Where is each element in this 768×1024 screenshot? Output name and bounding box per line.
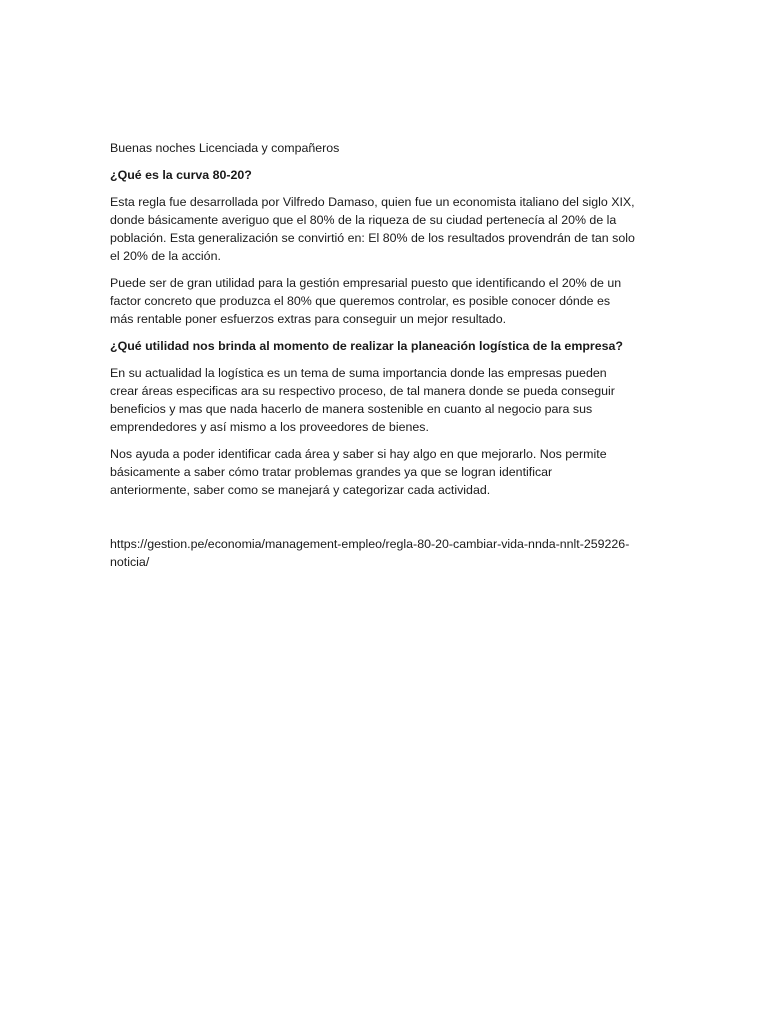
source-url: https://gestion.pe/economia/management-empleo/regla-80-20-cambiar-vida-nnda-nnlt-259226-noticia/ [110, 537, 630, 569]
greeting-line: Buenas noches Licenciada y compañeros [110, 141, 340, 155]
paragraph-4: Nos ayuda a poder identificar cada área y saber si hay algo en que mejorarlo. Nos permite básicamente a saber cómo tratar problemas grandes ya que se logran identificar anteriormente, saber como se manejará y categorizar cada actividad. [110, 447, 607, 497]
question-heading-1: ¿Qué es la curva 80-20? [110, 168, 252, 182]
paragraph-3: En su actualidad la logística es un tema de suma importancia donde las empresas pueden crear áreas especificas ara su respectivo proceso, de tal manera donde se pueda conseguir beneficios y mas que nada hacerlo de manera sostenible en cuanto al negocio para sus emprendedores y así mismo a los proveedores de bienes. [110, 366, 615, 434]
paragraph-1: Esta regla fue desarrollada por Vilfredo Damaso, quien fue un economista italiano del siglo XIX, donde básicamente averiguo que el 80% de la riqueza de su ciudad pertenecía al 20% de la población. Esta generalización se convirtió en: El 80% de los resultados provendrán de tan solo el 20% de la acción. [110, 195, 635, 263]
paragraph-2: Puede ser de gran utilidad para la gestión empresarial puesto que identificando el 20% de un factor concreto que produzca el 80% que queremos controlar, es posible conocer dónde es más rentable poner esfuerzos extras para conseguir un mejor resultado. [110, 276, 622, 326]
document-body [110, 139, 635, 580]
question-heading-2: ¿Qué utilidad nos brinda al momento de realizar la planeación logística de la empresa? [110, 339, 623, 353]
